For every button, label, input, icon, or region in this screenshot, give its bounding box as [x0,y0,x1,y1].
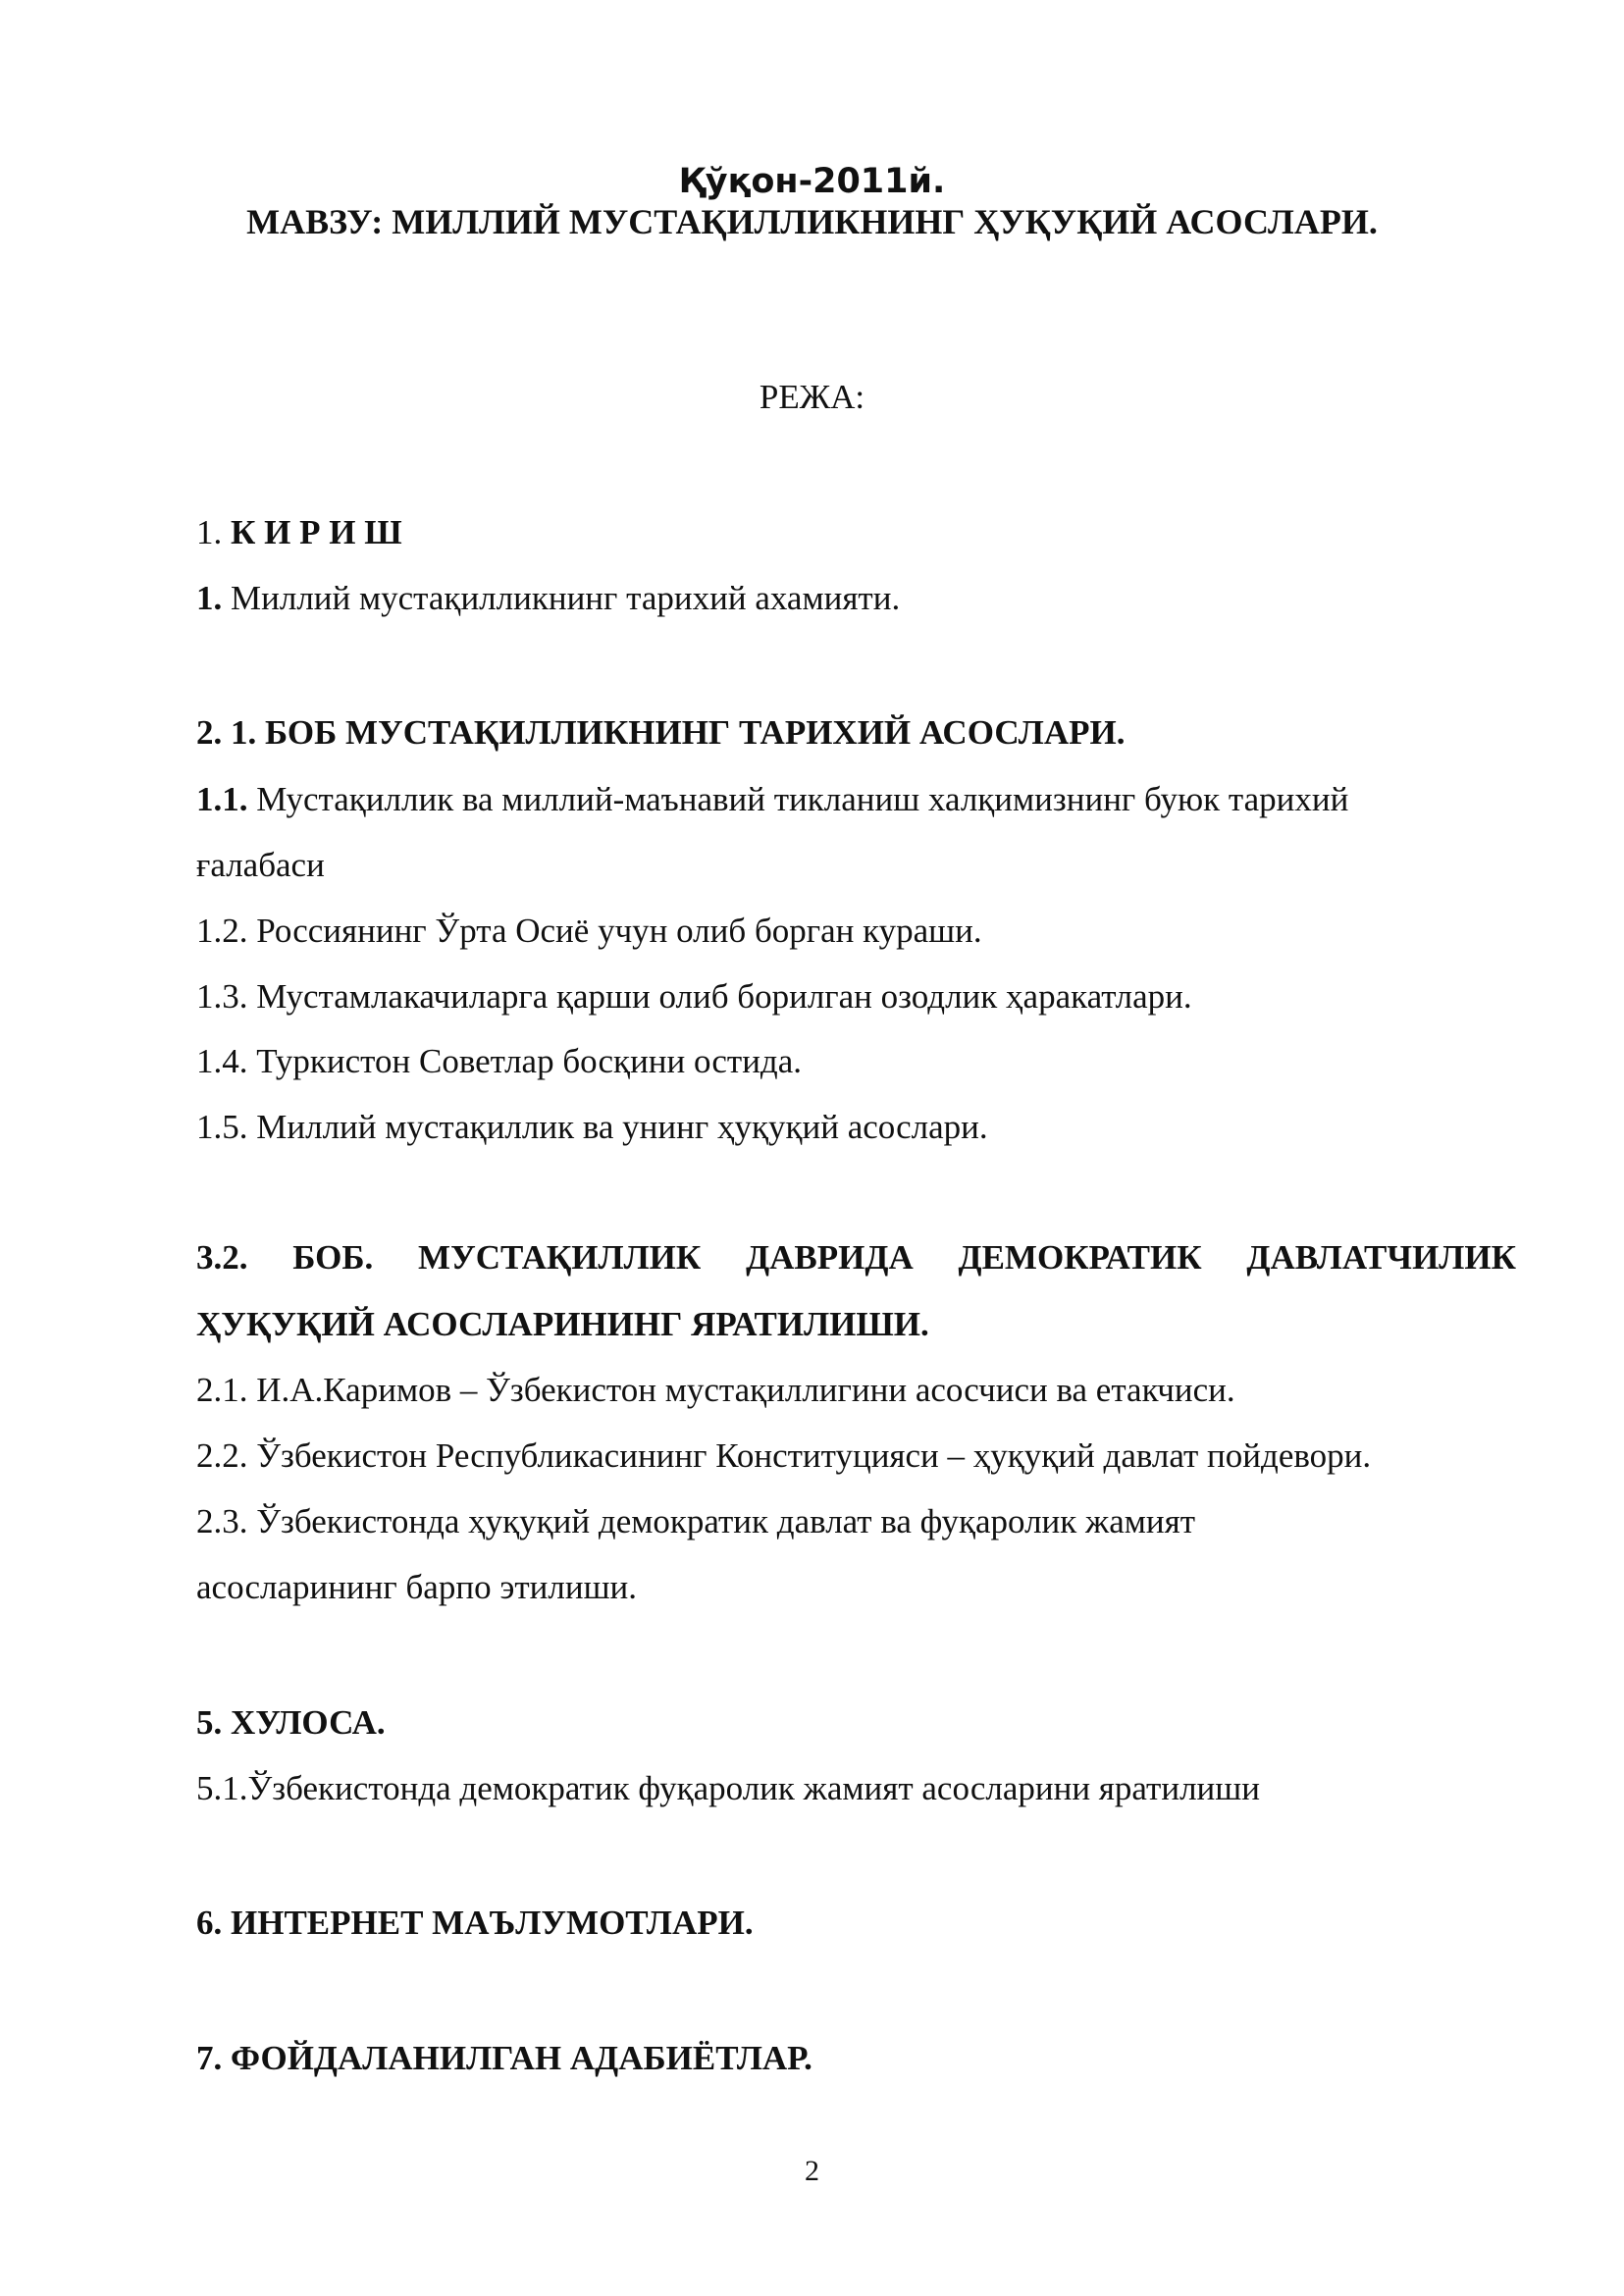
chapter1-heading: 2. 1. БОБ МУСТАҚИЛЛИКНИНГ ТАРИХИЙ АСОСЛАРИ. [196,713,1126,752]
chapter2-heading-word: БОБ. [292,1238,374,1277]
chapter2-heading-word: ДАВЛАТЧИЛИК [1246,1238,1516,1277]
chapter2-item3-cont: асосларининг барпо этилиши. [196,1568,638,1606]
intro-item [196,579,900,618]
literature-heading: 7. ФОЙДАЛАНИЛГАН АДАБИЁТЛАР. [196,2039,812,2077]
chapter2-heading-word: 3.2. [196,1238,248,1277]
chapter2-heading-word: МУСТАҚИЛЛИК [418,1238,702,1277]
chapter1-item1-cont: ғалабаси [196,846,325,884]
chapter2-heading-word: ДАВРИДА [746,1238,914,1277]
chapter1-item1-number: 1.1. [196,780,248,818]
chapter2-heading-word: ДЕМОКРАТИК [958,1238,1202,1277]
intro-heading [196,513,402,552]
city-year: Қўқон-2011й. [678,162,946,201]
chapter2-item1: 2.1. И.А.Каримов – Ўзбекистон мустақиллигини асосчиси ва етакчиси. [196,1371,1235,1409]
chapter1-item5: 1.5. Миллий мустақиллик ва унинг ҳуқуқий асослари. [196,1108,988,1146]
conclusion-heading: 5. ХУЛОСА. [196,1703,386,1742]
chapter2-heading-cont: ҲУҚУҚИЙ АСОСЛАРИНИНГ ЯРАТИЛИШИ. [196,1305,929,1343]
conclusion-item1: 5.1.Ўзбекистонда демократик фуқаролик жамият асосларини яратилиши [196,1769,1260,1807]
page-number: 2 [805,2155,819,2187]
chapter1-item1 [196,780,1348,819]
chapter2-item2: 2.2. Ўзбекистон Республикасининг Конституцияси – ҳуқуқий давлат пойдевори. [196,1436,1372,1475]
intro-item-text: Миллий мустақилликнинг тарихий ахамияти. [231,579,901,617]
topic-title: МАВЗУ: МИЛЛИЙ МУСТАҚИЛЛИКНИНГ ҲУҚУҚИЙ АСОСЛАРИ. [246,202,1378,241]
plan-label: РЕЖА: [759,378,865,416]
intro-number: 1. [196,513,223,551]
intro-item-number: 1. [196,579,223,617]
chapter1-item4: 1.4. Туркистон Советлар босқини остида. [196,1042,803,1080]
chapter1-item3: 1.3. Мустамлакачиларга қарши олиб борилган озодлик ҳаракатлари. [196,977,1192,1016]
chapter2-item3: 2.3. Ўзбекистонда ҳуқуқий демократик давлат ва фуқаролик жамият [196,1502,1196,1540]
intro-title: К И Р И Ш [231,513,402,551]
chapter2-heading [196,1238,1516,1278]
internet-heading: 6. ИНТЕРНЕТ МАЪЛУМОТЛАРИ. [196,1904,754,1942]
chapter1-item2: 1.2. Россиянинг Ўрта Осиё учун олиб борган кураши. [196,912,982,950]
chapter1-item1-text: Мустақиллик ва миллий-маънавий тикланиш халқимизнинг буюк тарихий [256,780,1349,818]
